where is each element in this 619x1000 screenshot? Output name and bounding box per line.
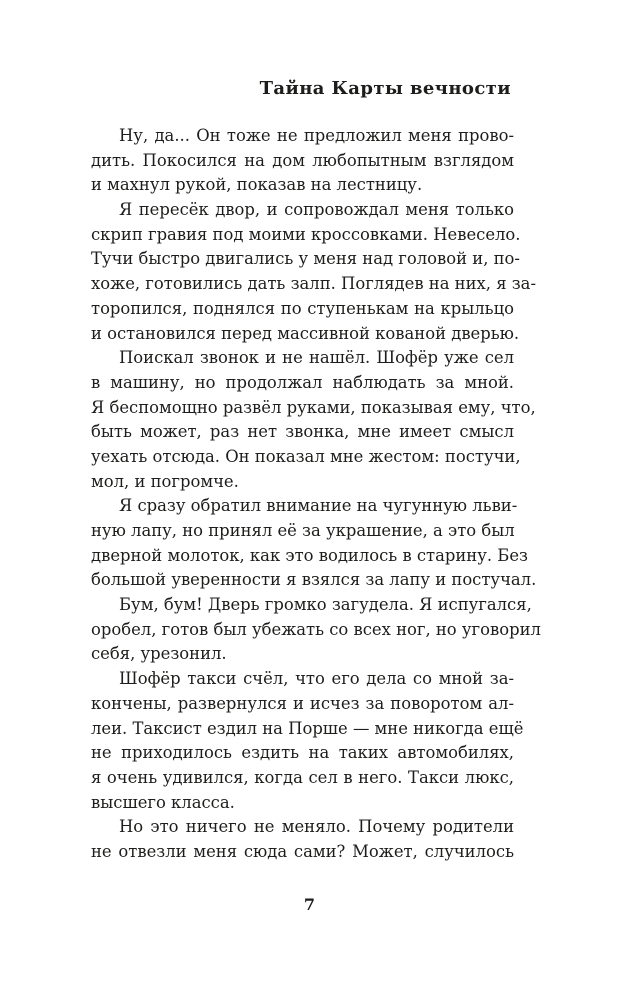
text-line: и остановился перед массивной кованой дверью. <box>91 323 520 343</box>
text-line: дить. Покосился на дом любопытным взглядом <box>91 150 514 170</box>
text-line: быть может, раз нет звонка, мне имеет смысл <box>91 422 514 442</box>
text-line: дверной молоток, как это водилось в старину. Без <box>91 545 528 565</box>
paragraph <box>91 494 537 593</box>
text-line: Я пересёк двор, и сопровождал меня только <box>119 200 514 220</box>
text-line: леи. Таксист ездил на Порше — мне никогда ещё <box>91 718 524 738</box>
text-line: в машину, но продолжал наблюдать за мной. <box>91 372 514 392</box>
paragraph <box>91 667 524 815</box>
text-line: и махнул рукой, показав на лестницу. <box>91 175 423 195</box>
text-line: я очень удивился, когда сел в него. Такси люкс, <box>91 767 514 787</box>
paragraph <box>91 593 541 667</box>
running-header: Тайна Карты вечности <box>259 78 511 99</box>
text-line: оробел, готов был убежать со всех ног, но уговорил <box>91 619 541 639</box>
text-line: себя, урезонил. <box>91 644 227 664</box>
text-line: Я беспомощно развёл руками, показывая ему, что, <box>91 397 536 417</box>
text-line: Я сразу обратил внимание на чугунную льви- <box>119 496 518 516</box>
text-line: Поискал звонок и не нашёл. Шофёр уже сел <box>119 348 514 368</box>
paragraph <box>91 346 536 494</box>
text-line: не приходилось ездить на таких автомобилях, <box>91 743 514 763</box>
text-line: мол, и погромче. <box>91 471 239 491</box>
text-line: Шофёр такси счёл, что его дела со мной за- <box>119 669 514 689</box>
body-text <box>91 124 541 865</box>
page-number: 7 <box>303 895 316 914</box>
text-line: Бум, бум! Дверь громко загудела. Я испугался, <box>119 595 532 615</box>
paragraph <box>91 815 514 864</box>
text-line: большой уверенности я взялся за лапу и постучал. <box>91 570 537 590</box>
text-line: кончены, развернулся и исчез за поворотом ал- <box>91 693 514 713</box>
text-line: ную лапу, но принял её за украшение, а это был <box>91 521 515 540</box>
text-line: Тучи быстро двигались у меня над головой и, по- <box>91 249 520 269</box>
text-line: не отвезли меня сюда сами? Может, случилось <box>91 841 514 861</box>
text-line: уехать отсюда. Он показал мне жестом: постучи, <box>91 446 521 466</box>
text-line: высшего класса. <box>91 792 235 812</box>
text-line: скрип гравия под моими кроссовками. Невесело. <box>91 224 521 244</box>
paragraph <box>91 124 514 198</box>
text-line: торопился, поднялся по ступенькам на крыльцо <box>91 298 514 318</box>
text-line: хоже, готовились дать залп. Поглядев на них, я за- <box>91 274 536 294</box>
text-line: Ну, да... Он тоже не предложил меня прово- <box>119 126 514 145</box>
text-line: Но это ничего не меняло. Почему родители <box>119 817 514 837</box>
paragraph <box>91 198 536 346</box>
